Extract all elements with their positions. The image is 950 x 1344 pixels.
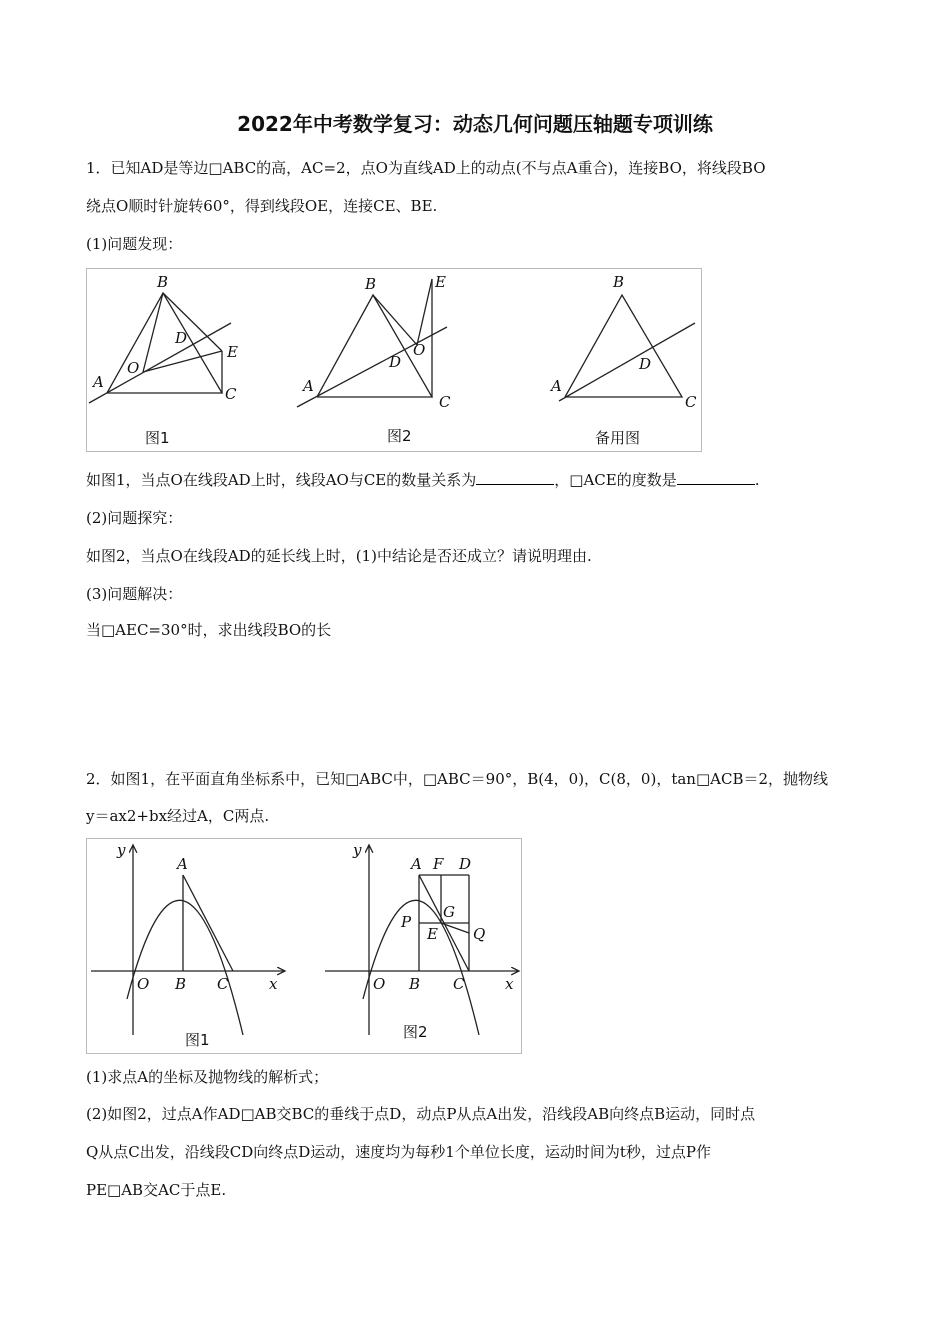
q1-line1: 1．已知AD是等边□ABC的高，AC=2，点O为直线AD上的动点(不与点A重合)，连接BO，将线段BO (86, 159, 766, 177)
q2-line2: y＝ax2+bx经过A，C两点. (86, 807, 270, 825)
svg-text:B: B (157, 273, 169, 291)
svg-text:A: A (93, 373, 104, 391)
fig1-segment-bo (143, 293, 163, 372)
svg-text:A: A (303, 377, 314, 395)
q1-part1-text-c: . (754, 471, 760, 489)
svg-text:D: D (175, 329, 188, 347)
spare-caption: 备用图 (595, 429, 641, 447)
q1-line2: 绕点O顺时针旋转60°，得到线段OE，连接CE、BE. (86, 197, 438, 215)
svg-text:B: B (613, 273, 625, 291)
svg-text:O: O (413, 341, 426, 359)
fig1-segment-ac (183, 875, 233, 971)
fig1-caption-q2: 图1 (185, 1031, 210, 1049)
q1-part3-heading: (3)问题解决： (86, 585, 183, 603)
svg-text:O: O (127, 359, 140, 377)
q1-part1-heading: (1)问题发现： (86, 235, 183, 253)
svg-text:A: A (551, 377, 562, 395)
svg-text:y: y (353, 841, 362, 859)
answer-blank-1[interactable] (476, 470, 554, 485)
fig1-triangle-abc (107, 293, 222, 393)
q2-sub2-line2: Q从点C出发，沿线段CD向终点D运动，速度均为每秒1个单位长度，运动时间为t秒，过点P作 (86, 1143, 711, 1161)
svg-text:O: O (137, 975, 150, 993)
fig2-caption: 图2 (387, 427, 412, 445)
q2-sub2-line3: PE□AB交AC于点E. (86, 1181, 227, 1199)
fig1-segment-oe (143, 351, 222, 372)
fig2-line-ad (297, 327, 447, 407)
svg-text:B: B (175, 975, 187, 993)
fig2-caption-q2: 图2 (403, 1023, 428, 1041)
svg-text:E: E (435, 273, 446, 291)
fig2-segment-bo (373, 295, 417, 345)
q1-part1-text-a: 如图1，当点O在线段AD上时，线段AO与CE的数量关系为 (86, 471, 477, 489)
svg-text:Q: Q (473, 925, 486, 943)
fig1-parabola (127, 900, 243, 1035)
q2-line1: 2．如图1，在平面直角坐标系中，已知□ABC中，□ABC＝90°，B(4，0)，C(8，0)，tan□ACB＝2，抛物线 (86, 770, 829, 788)
q1-part1-text-b: ，□ACE的度数是 (554, 471, 677, 489)
q1-part3-text: 当□AEC=30°时，求出线段BO的长 (86, 621, 332, 639)
svg-text:D: D (459, 855, 472, 873)
svg-text:F: F (433, 855, 444, 873)
fig1-caption: 图1 (145, 429, 170, 447)
svg-text:C: C (217, 975, 229, 993)
fig2-segment-oe (417, 279, 432, 345)
spare-line-ad (559, 323, 695, 401)
q1-part2-text: 如图2，当点O在线段AD的延长线上时，(1)中结论是否还成立？请说明理由. (86, 547, 592, 565)
answer-blank-2[interactable] (677, 470, 755, 485)
svg-text:C: C (439, 393, 451, 411)
svg-text:O: O (373, 975, 386, 993)
svg-text:C: C (685, 393, 697, 411)
svg-text:x: x (269, 975, 278, 993)
q2-figures-svg (87, 839, 521, 1053)
svg-text:D: D (639, 355, 652, 373)
svg-text:y: y (117, 841, 126, 859)
q1-figures-svg (87, 269, 701, 451)
svg-text:D: D (389, 353, 402, 371)
q1-part1-question (86, 470, 759, 490)
svg-text:B: B (365, 275, 377, 293)
q1-part2-heading: (2)问题探究： (86, 509, 183, 527)
q2-figure-panel (86, 838, 522, 1054)
svg-text:B: B (409, 975, 421, 993)
q2-sub1: (1)求点A的坐标及抛物线的解析式； (86, 1068, 329, 1086)
svg-text:E: E (227, 343, 238, 361)
svg-text:C: C (225, 385, 237, 403)
q2-sub2-line1: (2)如图2，过点A作AD□AB交BC的垂线于点D，动点P从点A出发，沿线段AB向终点B运动，同时点 (86, 1105, 756, 1123)
svg-text:C: C (453, 975, 465, 993)
svg-text:A: A (177, 855, 188, 873)
svg-text:E: E (427, 925, 438, 943)
q1-figure-panel (86, 268, 702, 452)
svg-text:G: G (443, 903, 455, 921)
svg-text:x: x (505, 975, 514, 993)
page-title: 2022年中考数学复习：动态几何问题压轴题专项训练 (237, 112, 713, 136)
svg-text:A: A (411, 855, 422, 873)
svg-text:P: P (401, 913, 412, 931)
fig2-parabola (363, 900, 479, 1035)
spare-triangle-abc (565, 295, 682, 397)
fig1-line-ad (89, 323, 231, 403)
